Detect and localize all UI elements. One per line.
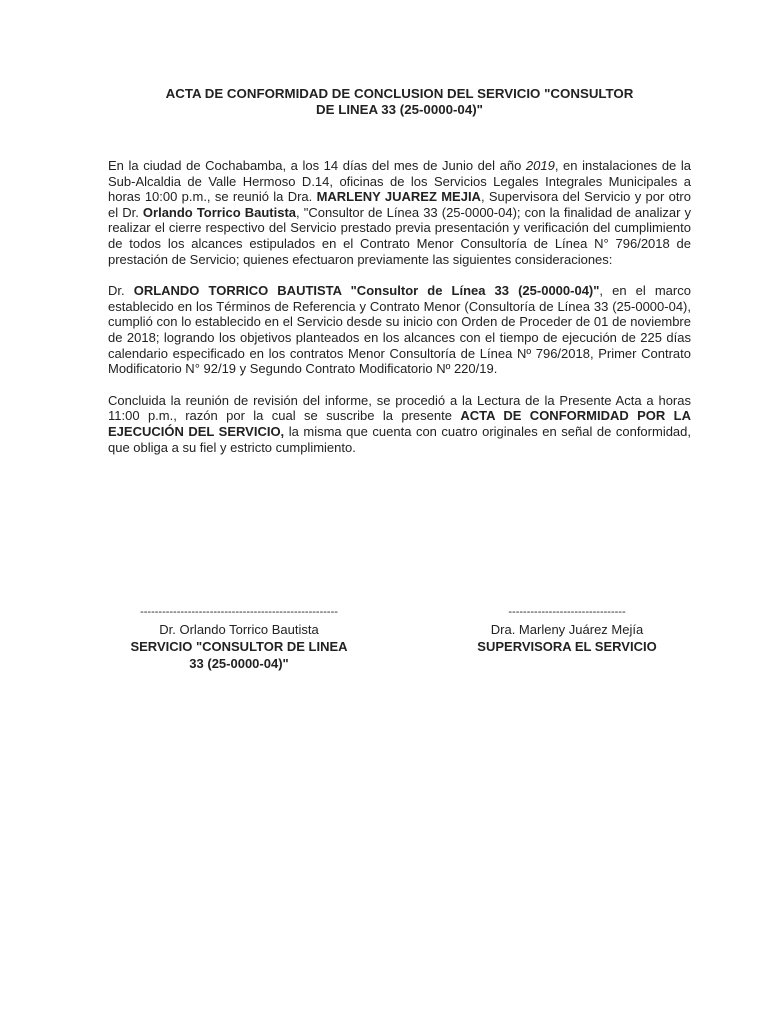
title-line-2: DE LINEA 33 (25-0000-04)"	[316, 102, 483, 117]
p1-text-4: , "Consultor de Línea 33 (25-0000-04); con la finalidad de analizar y realizar el cierre respectivo del Servicio prestado previa presentación y verificación del cumplimiento de todos los alcances estipulados en el Contrato Menor Consultoría de Línea N° 796/2018 de prestación de Servicio; quienes efectuaron previamente las siguientes consideraciones:	[108, 204, 691, 267]
document-title	[116, 86, 683, 118]
p3-text-2: la misma que cuenta con cuatro originales en señal de conformidad, que obliga a su fiel y estricto cumplimiento.	[108, 423, 692, 455]
p1-year: 2019	[525, 158, 555, 173]
signature-name-left: Dr. Orlando Torrico Bautista	[159, 622, 319, 637]
signature-role-left-2: 33 (25-0000-04)"	[189, 656, 289, 671]
paragraph-conclusion	[108, 393, 691, 455]
p3-acta-bold: ACTA DE CONFORMIDAD POR LA EJECUCIÓN DEL SERVICIO,	[108, 408, 691, 439]
paragraph-meeting	[108, 158, 691, 267]
signature-line-left: ------------------------------------------------------	[140, 606, 338, 618]
signature-role-right: SUPERVISORA EL SERVICIO	[477, 639, 657, 654]
p3-text-1: Concluida la reunión de revisión del informe, se procedió a la Lectura de la Presente Acta a horas 11:00 p.m., razón por la cual se suscribe la presente	[108, 392, 691, 424]
signature-line-right: --------------------------------	[508, 606, 626, 618]
signature-supervisor	[442, 604, 692, 655]
document-page	[108, 86, 691, 455]
p1-text-2: , en instalaciones de la Sub-Alcaldia de Valle Hermoso D.14, oficinas de los Servicios Legales Integrales Municipales a horas 10:00 p.m., se reunió la Dra.	[108, 158, 691, 205]
p1-consultant-name: Orlando Torrico Bautista	[142, 204, 297, 220]
title-line-1: ACTA DE CONFORMIDAD DE CONCLUSION DEL SERVICIO "CONSULTOR	[165, 86, 634, 101]
p1-text-1: En la ciudad de Cochabamba, a los 14 días del mes de Junio del año	[108, 158, 526, 173]
signature-consultant	[108, 604, 370, 672]
p2-text-1: Dr.	[108, 283, 134, 299]
paragraph-compliance	[108, 283, 691, 377]
signature-role-left-1: SERVICIO "CONSULTOR DE LINEA	[130, 639, 348, 654]
p1-supervisor-name: MARLENY JUAREZ MEJIA	[316, 189, 481, 205]
p2-text-2: , en el marco establecido en los Términos de Referencia y Contrato Menor (Consultoría de Línea 33 (25-0000-04), cumplió con lo establecido en el Servicio desde su inicio con Orden de Proceder de 01 de noviembre de 2018; logrando los objetivos planteados en los alcances con el tiempo de ejecución de 225 días calendario especificado en los contratos Menor Consultoría de Línea Nº 796/2018, Primer Contrato Modificatorio N° 92/19 y Segundo Contrato Modificatorio Nº 220/19.	[108, 283, 691, 377]
signature-name-right: Dra. Marleny Juárez Mejía	[490, 622, 644, 637]
signature-area	[108, 604, 691, 674]
p2-consultant-name: ORLANDO TORRICO BAUTISTA "Consultor de Línea 33 (25-0000-04)"	[133, 283, 600, 299]
p1-text-3: , Supervisora del Servicio y por otro el Dr.	[108, 189, 691, 220]
